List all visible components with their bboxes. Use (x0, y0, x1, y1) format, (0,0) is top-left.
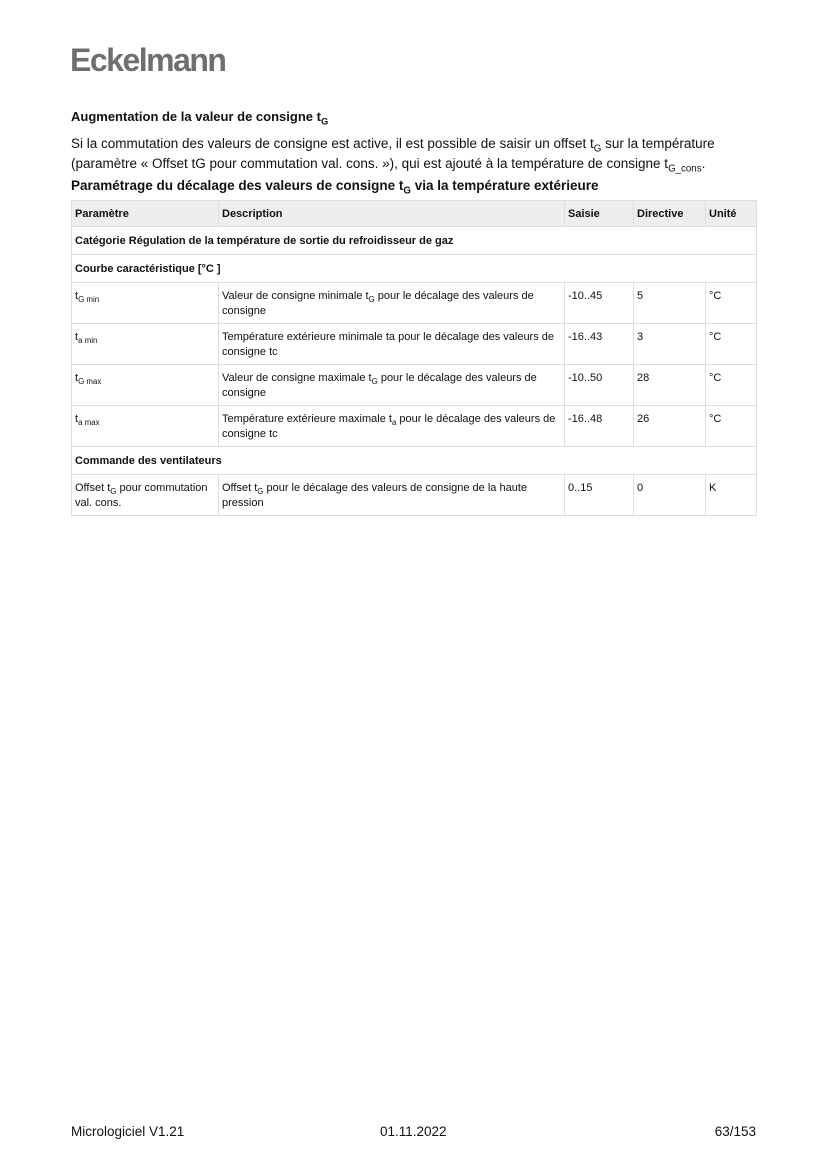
col-header-saisie: Saisie (565, 201, 634, 227)
category-row (72, 227, 757, 255)
col-header-description: Description (219, 201, 565, 227)
directive-cell: 28 (634, 365, 706, 406)
saisie-cell: -10..50 (565, 365, 634, 406)
section-heading: Augmentation de la valeur de consigne $t_G$ (71, 109, 329, 127)
description-cell: Valeur de consigne minimale $t_G$ pour le décalage des valeurs de consigne (219, 283, 565, 324)
description-cell: Température extérieure minimale ta pour le décalage des valeurs de consigne tc (219, 324, 565, 365)
param-cell: $t_{a max}$ (72, 406, 219, 447)
category-label: Commande des ventilateurs (72, 447, 757, 475)
param-cell: Offset $t_G$ pour commutation val. cons. (72, 475, 219, 516)
page-number: 63/153 (714, 1124, 756, 1139)
col-header-parametre: Paramètre (72, 201, 219, 227)
col-header-unite: Unité (706, 201, 757, 227)
description-cell: Valeur de consigne maximale $t_G$ pour le décalage des valeurs de consigne (219, 365, 565, 406)
saisie-cell: -10..45 (565, 283, 634, 324)
unite-cell: °C (706, 406, 757, 447)
category-row (72, 447, 757, 475)
brand-logo: Eckelmann (70, 42, 226, 78)
table-row (72, 406, 757, 447)
table-row (72, 475, 757, 516)
description-cell: Température extérieure maximale $t_a$ pour le décalage des valeurs de consigne tc (219, 406, 565, 447)
page-content (71, 108, 756, 516)
unite-cell: °C (706, 365, 757, 406)
param-cell: $t_{G min}$ (72, 283, 219, 324)
category-row (72, 255, 757, 283)
saisie-cell: 0..15 (565, 475, 634, 516)
firmware-version: Micrologiciel V1.21 (71, 1124, 185, 1139)
directive-cell: 3 (634, 324, 706, 365)
directive-cell: 5 (634, 283, 706, 324)
table-header-row (72, 201, 757, 227)
directive-cell: 26 (634, 406, 706, 447)
category-label: Catégorie Régulation de la température de sortie du refroidisseur de gaz (72, 227, 757, 255)
col-header-directive: Directive (634, 201, 706, 227)
section-paragraph: Si la commutation des valeurs de consigne est active, il est possible de saisir un offset $t_G$ sur la température (paramètre « Offset tG pour commutation val. cons. »), qui est ajouté à la température de consigne $t_{G\_cons}$. (71, 136, 715, 175)
table-row (72, 324, 757, 365)
directive-cell: 0 (634, 475, 706, 516)
unite-cell: °C (706, 283, 757, 324)
parameter-table (71, 200, 757, 516)
unite-cell: K (706, 475, 757, 516)
unite-cell: °C (706, 324, 757, 365)
category-label: Courbe caractéristique [°C ] (72, 255, 757, 283)
page-footer (71, 1122, 756, 1142)
param-cell: $t_{a min}$ (72, 324, 219, 365)
table-row (72, 365, 757, 406)
document-date: 01.11.2022 (380, 1124, 447, 1139)
table-caption: Paramétrage du décalage des valeurs de consigne $t_G$ via la température extérieure (71, 178, 599, 197)
saisie-cell: -16..43 (565, 324, 634, 365)
param-cell: $t_{G max}$ (72, 365, 219, 406)
saisie-cell: -16..48 (565, 406, 634, 447)
description-cell: Offset $t_G$ pour le décalage des valeurs de consigne de la haute pression (219, 475, 565, 516)
table-row (72, 283, 757, 324)
